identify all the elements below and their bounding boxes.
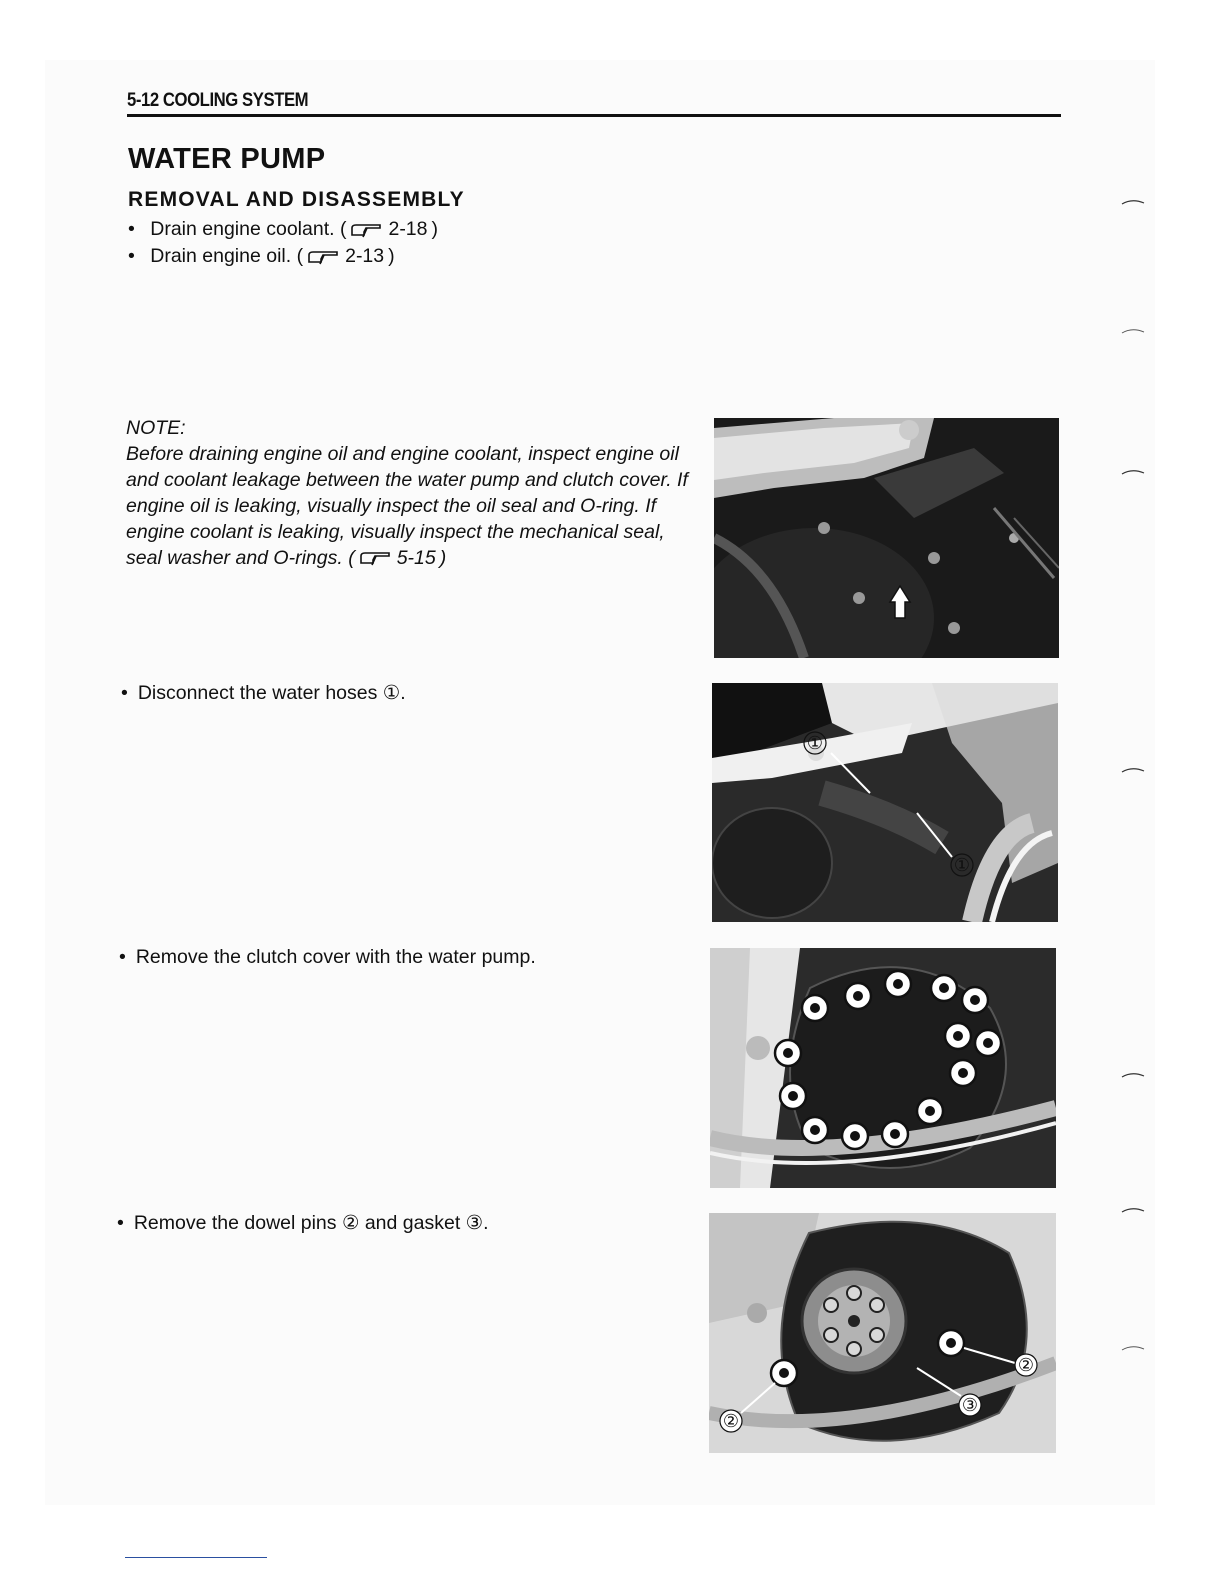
step-remove-clutch-cover: • Remove the clutch cover with the water pump. xyxy=(119,946,536,969)
binding-mark xyxy=(1120,766,1146,774)
callout-label: ② xyxy=(722,1411,740,1432)
callout-label: ③ xyxy=(961,1395,979,1416)
step-disconnect-hoses: • Disconnect the water hoses ①. xyxy=(121,681,406,705)
page-header xyxy=(127,88,1061,117)
footer-rule xyxy=(125,1557,267,1558)
reference-link[interactable]: ( 2-13 ) xyxy=(296,245,395,267)
binding-mark xyxy=(1120,198,1146,206)
binding-mark xyxy=(1120,1071,1146,1079)
photo-dowel-pins xyxy=(709,1213,1056,1453)
note-body: Before draining engine oil and engine coolant, inspect engine oil and coolant leakage between the water pump and clutch cover. If engine oil is leaking, visually inspect the oil seal and O-ring. If engine coolant is leaking, visually inspect the mechanical seal, seal washer and O-rings. xyxy=(126,443,688,569)
reference-link[interactable]: ( 5-15 ) xyxy=(348,547,447,569)
photo-water-pump-area xyxy=(714,418,1059,658)
pointing-hand-icon xyxy=(350,222,384,238)
section-header: 5-12 COOLING SYSTEM xyxy=(127,90,309,111)
page-title: WATER PUMP xyxy=(128,143,326,175)
section-subtitle: REMOVAL AND DISASSEMBLY xyxy=(128,188,465,211)
prep-step-oil: • Drain engine oil. ( 2-13 ) xyxy=(128,243,438,270)
callout-label: ① xyxy=(806,733,824,754)
photo-water-hoses xyxy=(712,683,1058,922)
prep-step-list xyxy=(128,216,438,270)
pointing-hand-icon xyxy=(307,249,341,265)
binding-mark xyxy=(1120,327,1146,335)
prep-step-coolant: • Drain engine coolant. ( 2-18 ) xyxy=(128,216,438,243)
pointing-hand-icon xyxy=(359,550,393,566)
reference-link[interactable]: ( 2-18 ) xyxy=(339,218,438,240)
photo-clutch-cover xyxy=(710,948,1056,1188)
note-label: NOTE: xyxy=(126,417,186,439)
binding-mark xyxy=(1120,468,1146,476)
binding-mark xyxy=(1120,1206,1146,1214)
note-block xyxy=(126,415,692,571)
callout-label: ② xyxy=(1017,1355,1035,1376)
callout-label: ① xyxy=(953,855,971,876)
step-remove-dowel-pins: • Remove the dowel pins ② and gasket ③. xyxy=(117,1211,489,1235)
binding-mark xyxy=(1120,1344,1146,1352)
